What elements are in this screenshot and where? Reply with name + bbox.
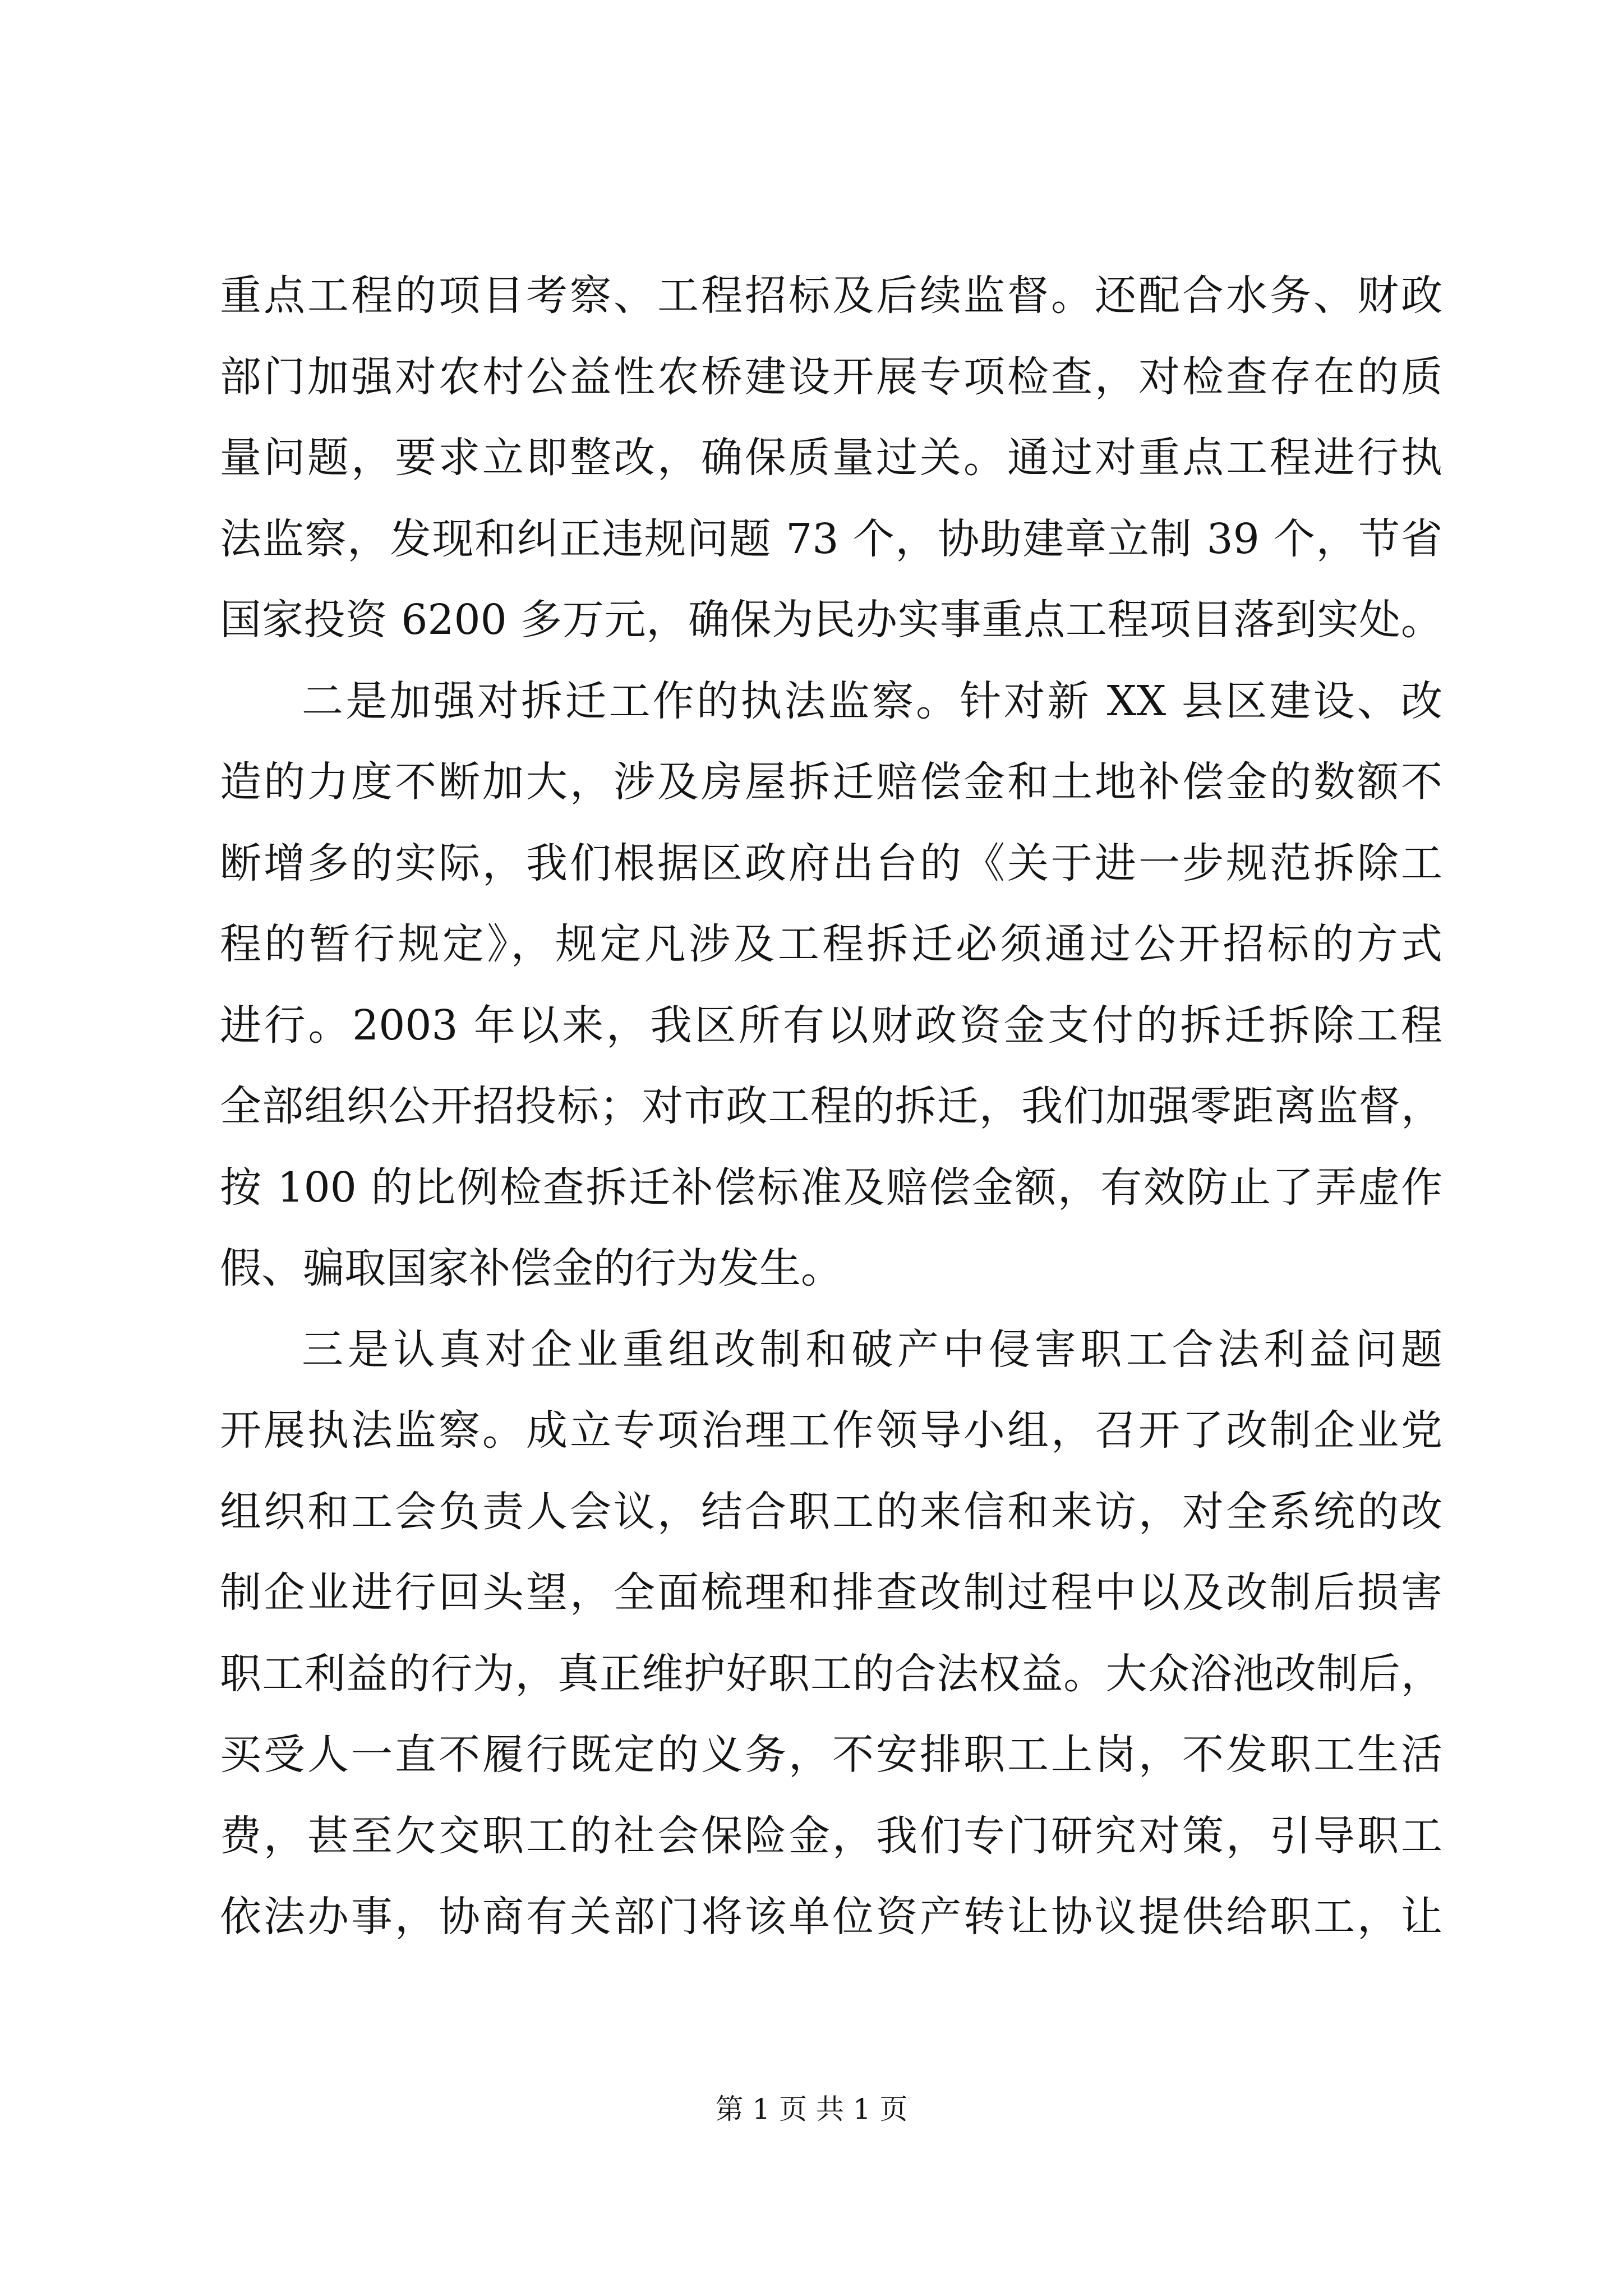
- paragraph-line: 依法办事，协商有关部门将该单位资产转让协议提供给职工，让: [220, 1893, 1442, 1941]
- paragraph-first-line: 三是认真对企业重组改制和破产中侵害职工合法利益问题: [302, 1325, 1442, 1374]
- paragraph-first-line: 重点工程的项目考察、工程招标及后续监督。还配合水务、财政: [220, 272, 1442, 320]
- paragraph-line: 费，甚至欠交职工的社会保险金，我们专门研究对策，引导职工: [220, 1811, 1442, 1860]
- paragraph-line: 买受人一直不履行既定的义务，不安排职工上岗，不发职工生活: [220, 1731, 1442, 1779]
- paragraph-line: 职工利益的行为，真正维护好职工的合法权益。大众浴池改制后，: [220, 1649, 1442, 1698]
- paragraph-line: 部门加强对农村公益性农桥建设开展专项检查，对检查存在的质: [220, 352, 1442, 401]
- paragraph-line: 量问题，要求立即整改，确保质量过关。通过对重点工程进行执: [220, 434, 1442, 482]
- paragraph-line: 全部组织公开招投标；对市政工程的拆迁，我们加强零距离监督，: [220, 1082, 1442, 1130]
- paragraph-line: 按 100 的比例检查拆迁补偿标准及赔偿金额，有效防止了弄虚作: [220, 1163, 1442, 1212]
- paragraph-line: 程的暂行规定》，规定凡涉及工程拆迁必须通过公开招标的方式: [220, 920, 1442, 968]
- paragraph-line: 造的力度不断加大，涉及房屋拆迁赔偿金和土地补偿金的数额不: [220, 758, 1442, 806]
- paragraph-line: 进行。2003 年以来，我区所有以财政资金支付的拆迁拆除工程: [220, 1001, 1442, 1050]
- paragraph-line: 假、骗取国家补偿金的行为发生。: [220, 1244, 842, 1292]
- paragraph-line: 开展执法监察。成立专项治理工作领导小组，召开了改制企业党: [220, 1406, 1442, 1455]
- paragraph-line: 断增多的实际，我们根据区政府出台的《关于进一步规范拆除工: [220, 839, 1442, 887]
- paragraph-first-line: 二是加强对拆迁工作的执法监察。针对新 XX 县区建设、改: [302, 677, 1442, 725]
- paragraph-line: 组织和工会负责人会议，结合职工的来信和来访，对全系统的改: [220, 1487, 1442, 1536]
- page-footer: 第 1 页 共 1 页: [715, 2093, 908, 2125]
- paragraph-line: 法监察，发现和纠正违规问题 73 个，协助建章立制 39 个，节省: [220, 514, 1442, 563]
- paragraph-line: 制企业进行回头望，全面梳理和排查改制过程中以及改制后损害: [220, 1568, 1442, 1617]
- document-body: [220, 255, 1442, 1958]
- paragraph-line: 国家投资 6200 多万元，确保为民办实事重点工程项目落到实处。: [220, 596, 1442, 644]
